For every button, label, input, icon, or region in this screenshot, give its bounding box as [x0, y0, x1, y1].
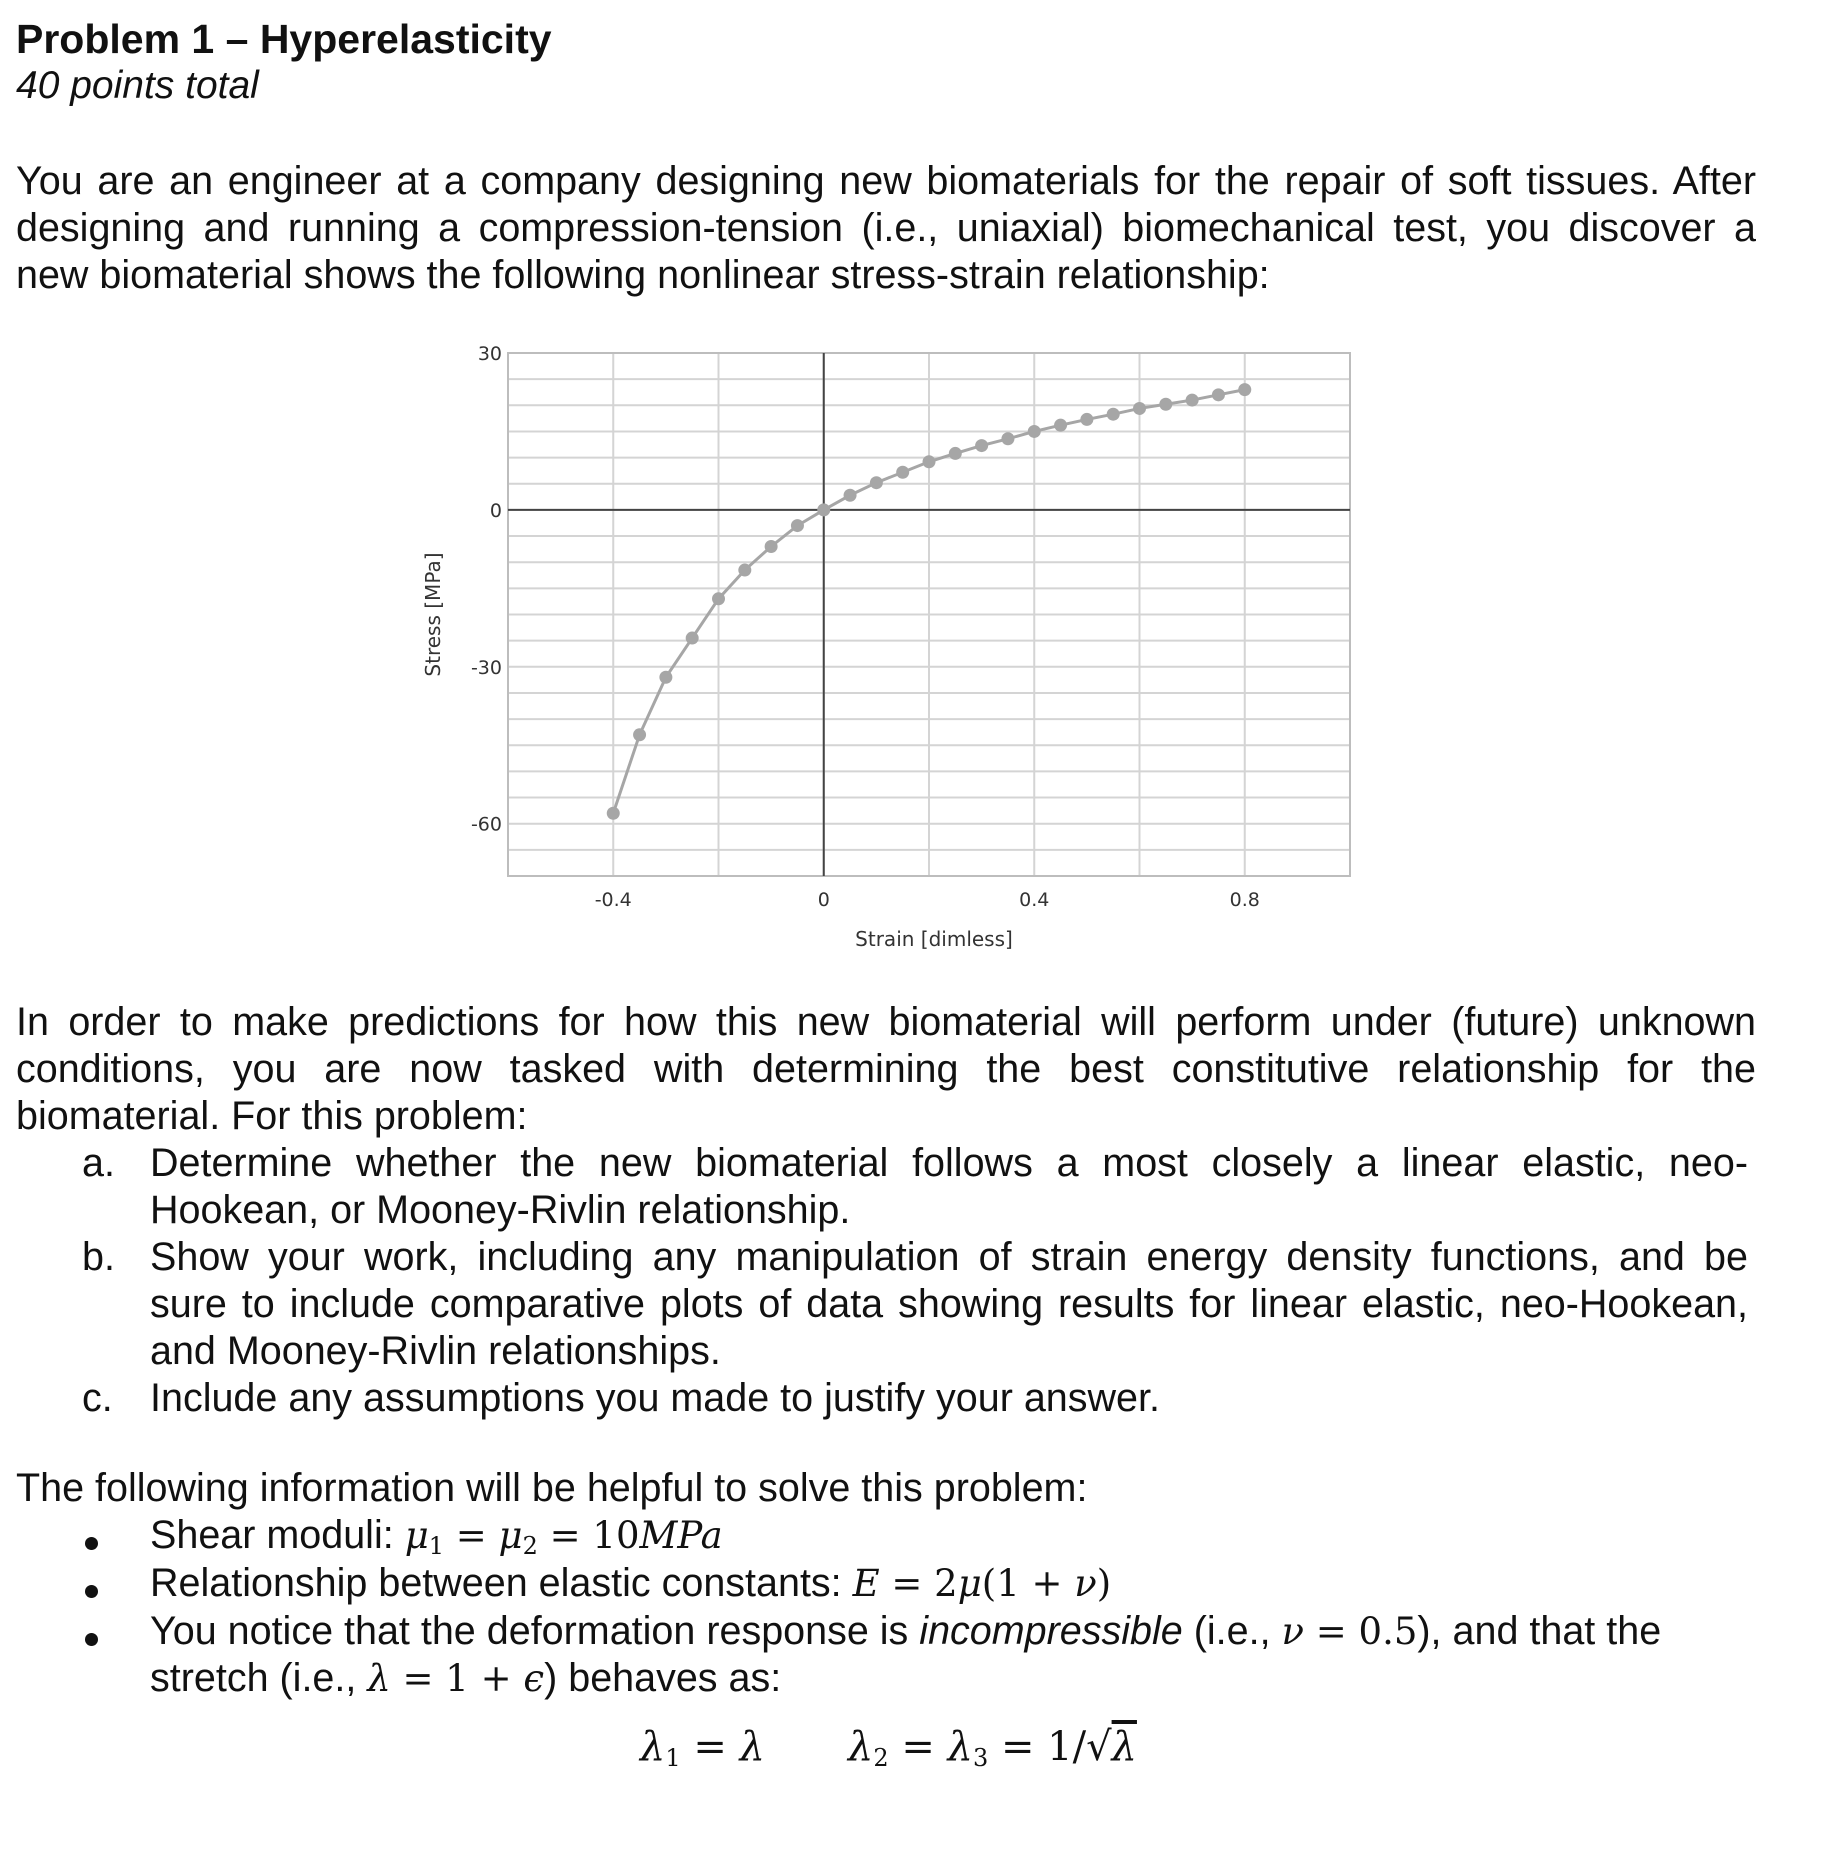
formula-part: ) [1096, 1562, 1112, 1605]
chart-grid [508, 353, 1350, 876]
y-tick-label: -60 [470, 813, 502, 836]
text-run: (i.e., [1182, 1609, 1282, 1653]
subscript: 2 [873, 1744, 889, 1772]
shear-modulus-unit: MPa [639, 1514, 723, 1557]
data-point [1238, 383, 1251, 396]
data-point [791, 519, 804, 532]
data-point [1159, 398, 1172, 411]
bullet-dot [85, 1633, 98, 1646]
shear-moduli-label: Shear moduli: [150, 1513, 405, 1557]
data-point [1080, 413, 1093, 426]
data-point [686, 632, 699, 645]
y-tick-label: 30 [477, 343, 502, 365]
equals-sign: = [444, 1514, 499, 1557]
task-line: conditions, you are now tasked with determining the best constitutive relationship for the [16, 1047, 1756, 1091]
part-marker: b. [82, 1235, 115, 1279]
bullet-dot [85, 1585, 98, 1598]
elastic-constants-item [150, 1560, 1111, 1607]
part-line: Include any assumptions you made to justify your answer. [150, 1376, 1160, 1420]
youngs-modulus-symbol: E [852, 1562, 880, 1605]
part-marker: c. [82, 1376, 113, 1420]
part-line: Show your work, including any manipulation of strain energy density functions, and be [150, 1235, 1748, 1279]
x-tick-label: 0.4 [1019, 889, 1050, 911]
subscript: 3 [972, 1744, 989, 1772]
data-point [975, 439, 988, 452]
subscript: 2 [522, 1532, 538, 1560]
data-point [923, 455, 936, 468]
x-tick-label: 0.8 [1229, 889, 1260, 911]
text-run: ) behaves as: [544, 1656, 782, 1700]
y-axis-label: Stress [MPa] [421, 552, 445, 677]
data-point [607, 807, 620, 820]
data-point [870, 476, 883, 489]
lambda-symbol: λ [739, 1724, 765, 1770]
intro-line: You are an engineer at a company designing new biomaterials for the repair of soft tissues. After [16, 159, 1756, 203]
lambda-symbol: λ [848, 1724, 874, 1770]
formula-part: = 1/√ [988, 1724, 1112, 1770]
subscript: 1 [428, 1532, 445, 1560]
data-point [844, 489, 857, 502]
data-point [765, 540, 778, 553]
equals-sign: = [537, 1514, 593, 1557]
data-point [1001, 432, 1014, 445]
x-tick-label: -0.4 [594, 889, 632, 911]
part-marker: a. [82, 1141, 115, 1185]
x-tick-label: 0 [817, 889, 830, 911]
equals-sign: = [680, 1724, 740, 1770]
data-point [738, 564, 751, 577]
x-axis-label: Strain [dimless] [855, 927, 1013, 951]
info-heading: The following information will be helpful to solve this problem: [16, 1466, 1088, 1510]
mu-symbol: μ [404, 1514, 429, 1557]
problem-title: Problem 1 – Hyperelasticity [16, 16, 552, 62]
part-line: Hookean, or Mooney-Rivlin relationship. [150, 1188, 851, 1232]
equals-sign: = [888, 1724, 948, 1770]
stretch-lambda2-lambda3 [848, 1722, 1137, 1783]
data-point [712, 592, 725, 605]
epsilon-symbol: ϵ [523, 1657, 545, 1700]
bullet-dot [85, 1537, 98, 1550]
data-point [1054, 419, 1067, 432]
chart-labels [421, 343, 1260, 951]
text-run: ), and that the [1417, 1609, 1662, 1653]
formula-part: = 1 + [390, 1657, 524, 1700]
task-line: biomaterial. For this problem: [16, 1094, 528, 1138]
formula-part: (1 + [981, 1562, 1075, 1605]
points-total: 40 points total [16, 64, 259, 107]
mu-symbol: μ [957, 1562, 982, 1605]
text-run: stretch (i.e., [150, 1656, 368, 1700]
lambda-symbol: λ [1111, 1724, 1137, 1770]
data-point [659, 671, 672, 684]
data-point [949, 447, 962, 460]
mu-symbol: μ [498, 1514, 523, 1557]
incompressible-item-line1 [150, 1608, 1661, 1655]
y-tick-label: -30 [470, 656, 502, 679]
data-point [1028, 425, 1041, 438]
incompressible-item-line2 [150, 1655, 781, 1702]
task-line: In order to make predictions for how this new biomaterial will perform under (future) unknown [16, 1000, 1756, 1044]
data-point [1107, 408, 1120, 421]
intro-line: new biomaterial shows the following nonlinear stress-strain relationship: [16, 253, 1270, 297]
poisson-value: = 0.5 [1304, 1610, 1418, 1653]
subscript: 1 [665, 1744, 681, 1772]
shear-modulus-value: 10 [592, 1514, 640, 1557]
data-point [1186, 394, 1199, 407]
nu-symbol: ν [1281, 1610, 1305, 1653]
data-point [1212, 388, 1225, 401]
y-tick-label: 0 [489, 499, 502, 522]
incompressible-term: incompressible [919, 1609, 1183, 1653]
data-point [1133, 402, 1146, 415]
data-point [817, 503, 830, 516]
lambda-symbol: λ [947, 1724, 973, 1770]
part-line: and Mooney-Rivlin relationships. [150, 1329, 721, 1373]
data-point [896, 466, 909, 479]
elastic-constants-label: Relationship between elastic constants: [150, 1561, 853, 1605]
stretch-lambda1 [640, 1722, 765, 1783]
lambda-symbol: λ [640, 1724, 666, 1770]
part-line: sure to include comparative plots of data showing results for linear elastic, neo-Hookean, [150, 1282, 1748, 1326]
text-run: You notice that the deformation response is [150, 1609, 920, 1653]
formula-part: = 2 [879, 1562, 958, 1605]
lambda-symbol: λ [367, 1657, 391, 1700]
intro-line: designing and running a compression-tension (i.e., uniaxial) biomechanical test, you discover a [16, 206, 1756, 250]
nu-symbol: ν [1074, 1562, 1097, 1605]
part-line: Determine whether the new biomaterial follows a most closely a linear elastic, neo- [150, 1141, 1748, 1185]
data-point [633, 728, 646, 741]
task-paragraph [16, 999, 1756, 1140]
